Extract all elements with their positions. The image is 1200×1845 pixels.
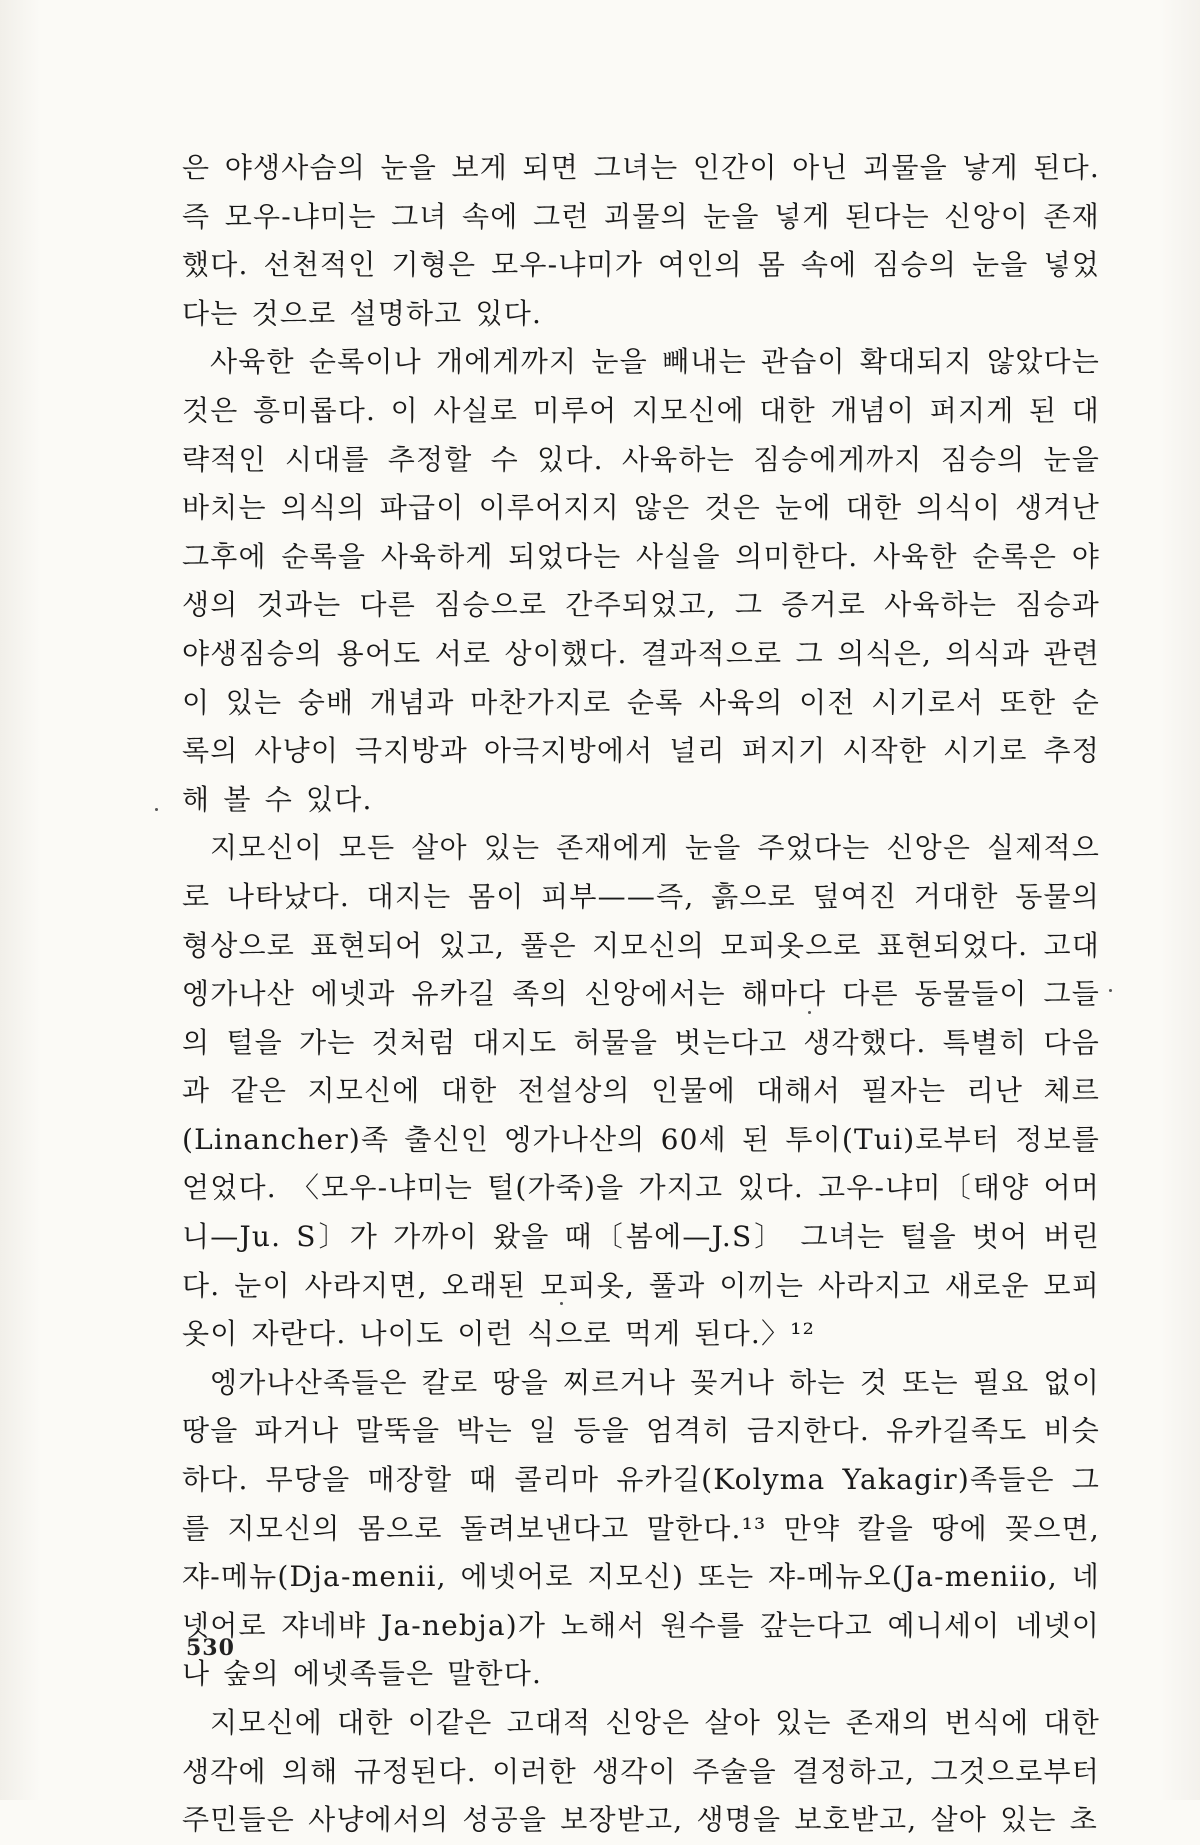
scan-speck [560, 1302, 563, 1305]
page-number: 530 [186, 1635, 235, 1661]
paragraph-4: 엥가나산족들은 칼로 땅을 찌르거나 꽂거나 하는 것 또는 필요 없이 땅을 파거나 말뚝을 박는 일 등을 엄격히 금지한다. 유카길족도 비슷하다. 무당을 매장할 때 콜리마 유카길(Kolyma Yakagir)족들은 그를 지모신의 몸으로 돌려보낸다고 말한다.¹³ 만약 칼을 땅에 꽂으면, 쟈-메뉴(Dja-menii, 에넷어로 지모신) 또는 쟈-메뉴오(Ja-meniio, 네넷어로 쟈네뱌 Ja-nebja)가 노해서 원수를 갚는다고 예니세이 네넷이나 숲의 에넷족들은 말한다. [182, 1365, 1100, 1691]
scan-speck [1109, 989, 1112, 992]
paragraph-3: 지모신이 모든 살아 있는 존재에게 눈을 주었다는 신앙은 실제적으로 나타났다. 대지는 몸이 피부——즉, 흙으로 덮여진 거대한 동물의 형상으로 표현되어 있고, 풀은 지모신의 모피옷으로 표현되었다. 고대 엥가나산 에넷과 유카길 족의 신앙에서는 해마다 다른 동물들이 그들의 털을 가는 것처럼 대지도 허물을 벗는다고 생각했다. 특별히 다음과 같은 지모신에 대한 전설상의 인물에 대해서 필자는 리난 체르(Linancher)족 출신인 엥가나산의 60세 된 투이(Tui)로부터 정보를 얻었다. 〈모우-냐미는 털(가죽)을 가지고 있다. 고우-냐미〔태양 어머니—Ju. S〕가 가까이 왔을 때〔봄에—J.S〕 그녀는 털을 벗어 버린다. 눈이 사라지면, 오래된 모피옷, 풀과 이끼는 사라지고 새로운 모피옷이 자란다. 나이도 이런 식으로 먹게 된다.〉¹² [182, 831, 1100, 1351]
paragraph-1: 은 야생사슴의 눈을 보게 되면 그녀는 인간이 아닌 괴물을 낳게 된다. 즉 모우-냐미는 그녀 속에 그런 괴물의 눈을 넣게 된다는 신앙이 존재했다. 선천적인 기형은 모우-냐미가 여인의 몸 속에 짐승의 눈을 넣었다는 것으로 설명하고 있다. [182, 151, 1100, 330]
paragraph-5: 지모신에 대한 이같은 고대적 신앙은 살아 있는 존재의 번식에 대한 생각에 의해 규정된다. 이러한 생각이 주술을 결정하고, 그것으로부터 주민들은 사냥에서의 성공을 보장받고, 생명을 보호받고, 살아 있는 초 [182, 1706, 1100, 1837]
scan-speck [808, 1011, 811, 1014]
paragraph-2: 사육한 순록이나 개에게까지 눈을 빼내는 관습이 확대되지 않았다는 것은 흥미롭다. 이 사실로 미루어 지모신에 대한 개념이 퍼지게 된 대략적인 시대를 추정할 수 있다. 사육하는 짐승에게까지 짐승의 눈을 바치는 의식의 파급이 이루어지지 않은 것은 눈에 대한 의식이 생겨난 그후에 순록을 사육하게 되었다는 사실을 의미한다. 사육한 순록은 야생의 것과는 다른 짐승으로 간주되었고, 그 증거로 사육하는 짐승과 야생짐승의 용어도 서로 상이했다. 결과적으로 그 의식은, 의식과 관련이 있는 숭배 개념과 마찬가지로 순록 사육의 이전 시기로서 또한 순록의 사냥이 극지방과 아극지방에서 널리 퍼지기 시작한 시기로 추정해 볼 수 있다. [182, 345, 1100, 816]
body-text [182, 144, 1100, 1845]
scan-speck [155, 808, 158, 811]
